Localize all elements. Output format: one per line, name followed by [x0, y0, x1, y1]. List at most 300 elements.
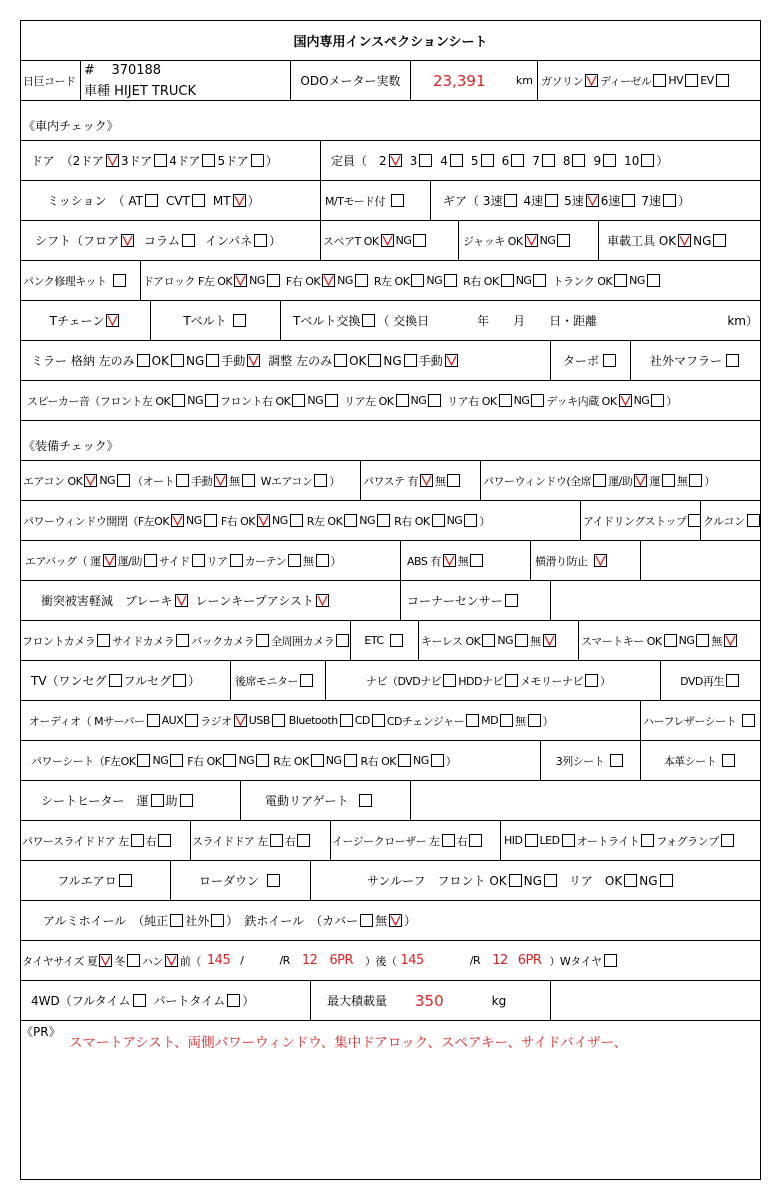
speaker-deck-ng-checkbox[interactable]	[651, 394, 664, 407]
pw-open-rl-ok-checkbox[interactable]	[344, 514, 357, 527]
tire-summer-checkbox[interactable]	[99, 954, 112, 967]
gear-label: ギア（ 3速	[443, 194, 503, 208]
capacity-cell	[321, 141, 760, 180]
mirror-fold-ng-checkbox[interactable]	[206, 354, 219, 367]
powerseat-fr-ng-checkbox[interactable]	[256, 754, 269, 767]
waircon-checkbox[interactable]	[314, 474, 327, 487]
mtmode-cell	[321, 181, 431, 220]
spare-ok-label: スペアT OK	[323, 234, 379, 248]
collision-checkbox[interactable]	[175, 594, 188, 607]
easy-left-checkbox[interactable]	[442, 834, 455, 847]
rearmon-label: 後席モニター	[235, 674, 298, 688]
fourwd-fulltime-checkbox[interactable]	[133, 994, 146, 1007]
spare-ng-label: NG	[395, 234, 412, 247]
capacity-7-label: 7	[532, 153, 540, 168]
shift-close-paren: ）	[269, 234, 282, 248]
tv-row	[21, 661, 760, 701]
powerseat-fr-ng-label: NG	[238, 754, 255, 767]
spare-ok-checkbox[interactable]	[381, 234, 394, 247]
doorlock-rr-label: R右 OK	[463, 274, 499, 288]
audio-usb-checkbox[interactable]	[272, 714, 285, 727]
speaker-fl-label: スピーカー音（フロント左 OK	[27, 394, 171, 408]
audio-row	[21, 701, 760, 741]
capacity-2-checkbox[interactable]	[389, 154, 402, 167]
airbag-close-paren: ）	[330, 554, 342, 568]
maxload-label: 最大積載量	[327, 994, 388, 1008]
speaker-rl-ng-checkbox[interactable]	[428, 394, 441, 407]
alu-aftermarket-label: 社外	[185, 914, 210, 928]
tire-front-r: /R	[279, 954, 290, 967]
alu-genuine-label: アルミホイール （純正	[43, 914, 169, 928]
num-prefix: #	[84, 63, 95, 78]
antiskid-checkbox[interactable]	[594, 554, 607, 567]
smartkey-ok-checkbox[interactable]	[664, 634, 677, 647]
airbag-driver-label: エアバッグ（ 運	[25, 554, 101, 568]
doorlock-rl-ok-checkbox[interactable]	[411, 274, 424, 287]
pw-all-checkbox[interactable]	[593, 474, 606, 487]
heater-driver-checkbox[interactable]	[151, 794, 164, 807]
row3-checkbox[interactable]	[610, 754, 623, 767]
doorlock-fl-ok-checkbox[interactable]	[234, 274, 247, 287]
jack-ng-checkbox[interactable]	[557, 234, 570, 247]
muffler-label: 社外マフラー	[649, 354, 722, 368]
airbag-curtain-checkbox[interactable]	[288, 554, 301, 567]
pw-open-fl-ng-checkbox[interactable]	[204, 514, 217, 527]
speaker-deck-ng-label: NG	[633, 394, 650, 407]
odo-unit: km	[515, 74, 533, 87]
alu-close-paren: ）	[226, 914, 239, 928]
capacity-close-paren: ）	[656, 154, 669, 168]
mirror-fold-checkbox[interactable]	[137, 354, 150, 367]
corner-cell	[401, 581, 551, 620]
powerseat-fr-ok-checkbox[interactable]	[223, 754, 236, 767]
tbelt-swap-checkbox[interactable]	[362, 314, 375, 327]
hid-checkbox[interactable]	[525, 834, 538, 847]
muffler-checkbox[interactable]	[726, 354, 739, 367]
aroundcam-label: 全周囲カメラ	[271, 634, 335, 648]
fourwd-fulltime-label: 4WD（フルタイム	[31, 994, 131, 1008]
doorlock-rr-ng-checkbox[interactable]	[533, 274, 546, 287]
pw-open-cell	[21, 501, 581, 540]
doorlock-fr-ok-checkbox[interactable]	[322, 274, 335, 287]
mission-mt-label: MT	[212, 193, 231, 208]
shift-row	[21, 221, 760, 261]
tire-winter-checkbox[interactable]	[127, 954, 140, 967]
powersteer-yes-checkbox[interactable]	[420, 474, 433, 487]
aircon-manual-checkbox[interactable]	[214, 474, 227, 487]
audio-none-checkbox[interactable]	[528, 714, 541, 727]
title-row	[21, 21, 760, 61]
tire-rear-label: ）後（	[365, 954, 397, 968]
tire-han-label: ハン	[141, 954, 163, 968]
mirror-fold-manual-label: 手動	[221, 354, 246, 368]
lanekeep-checkbox[interactable]	[316, 594, 329, 607]
slidedoor-row	[21, 821, 760, 861]
tire-front-width: 145	[206, 953, 231, 968]
steel-none-label: 無	[375, 914, 388, 928]
powerseat-cell	[21, 741, 541, 780]
audio-aux-checkbox[interactable]	[185, 714, 198, 727]
gear-4-label: 4速	[523, 194, 544, 208]
shift-floor-checkbox[interactable]	[121, 234, 134, 247]
airbag-none-checkbox[interactable]	[316, 554, 329, 567]
powerseat-rl-ok-checkbox[interactable]	[311, 754, 324, 767]
abs-cell	[401, 541, 531, 580]
frontcam-label: フロントカメラ	[22, 634, 96, 648]
doorlock-fr-ng-checkbox[interactable]	[355, 274, 368, 287]
capacity-9-checkbox[interactable]	[603, 154, 616, 167]
mirror-fold-ok-checkbox[interactable]	[171, 354, 184, 367]
pw-open-rl-ng-label: NG	[359, 514, 376, 527]
alu-genuine-checkbox[interactable]	[170, 914, 183, 927]
capacity-5-checkbox[interactable]	[481, 154, 494, 167]
keyless-none-checkbox[interactable]	[543, 634, 556, 647]
doorlock-trunk-ok-checkbox[interactable]	[614, 274, 627, 287]
keyless-ng-checkbox[interactable]	[515, 634, 528, 647]
speaker-fl-ok-checkbox[interactable]	[172, 394, 185, 407]
puncture-checkbox[interactable]	[113, 274, 126, 287]
powerseat-fl-ok-checkbox[interactable]	[137, 754, 150, 767]
lowdown-checkbox[interactable]	[267, 874, 280, 887]
capacity-4-checkbox[interactable]	[450, 154, 463, 167]
pw-open-fr-ng-label: NG	[272, 514, 288, 527]
tbelt-swap-date: （ 交換日 年 月 日・距離	[377, 314, 598, 328]
tchain-cell	[21, 301, 151, 340]
fuel-diesel-checkbox[interactable]	[653, 74, 666, 87]
speaker-rr-ng-label: NG	[513, 394, 530, 407]
mission-at-checkbox[interactable]	[145, 194, 158, 207]
powerseat-fl-ng-label: NG	[152, 754, 169, 767]
powerseat-rr-ok-checkbox[interactable]	[398, 754, 411, 767]
pw-open-fl-ok-checkbox[interactable]	[171, 514, 184, 527]
doorlock-fl-ng-checkbox[interactable]	[267, 274, 280, 287]
dvd-checkbox[interactable]	[726, 674, 739, 687]
aircon-ok-label: エアコン OK	[23, 474, 83, 488]
led-checkbox[interactable]	[562, 834, 575, 847]
tv-cell	[21, 661, 231, 700]
powerseat-rr-ng-checkbox[interactable]	[431, 754, 444, 767]
leather-checkbox[interactable]	[722, 754, 735, 767]
corner-label: コーナーセンサー	[407, 594, 503, 608]
fuel-hv-checkbox[interactable]	[685, 74, 698, 87]
mirror-adjust-label: 調整 左のみ	[268, 354, 333, 368]
foglamp-checkbox[interactable]	[721, 834, 734, 847]
jack-ok-label: ジャッキ OK	[463, 234, 523, 248]
sunroof-rear-ok-checkbox[interactable]	[624, 874, 637, 887]
speaker-cell	[21, 381, 760, 420]
capacity-8-label: 8	[562, 153, 571, 168]
tbelt-checkbox[interactable]	[233, 314, 246, 327]
audio-md-checkbox[interactable]	[500, 714, 513, 727]
timing-row	[21, 301, 760, 341]
aircon-none-checkbox[interactable]	[242, 474, 255, 487]
turbo-checkbox[interactable]	[603, 354, 616, 367]
airbag-side-label: サイド	[158, 554, 190, 568]
abs-none-checkbox[interactable]	[470, 554, 483, 567]
doorlock-fr-ng-label: NG	[337, 274, 353, 287]
capacity-7-checkbox[interactable]	[542, 154, 555, 167]
mission-cvt-checkbox[interactable]	[192, 194, 205, 207]
autolight-label: オートライト	[576, 834, 640, 848]
mirror-adjust-manual-checkbox[interactable]	[445, 354, 458, 367]
sd-right-checkbox[interactable]	[297, 834, 310, 847]
sd-cell	[191, 821, 331, 860]
doorlock-trunk-ng-label: NG	[629, 274, 645, 287]
navi-dvd-checkbox[interactable]	[443, 674, 456, 687]
mirror-adjust-ok-checkbox[interactable]	[368, 354, 381, 367]
capacity-5-label: 5	[470, 153, 479, 168]
odo-label: ODOメーター実数	[291, 61, 411, 100]
tire-han-checkbox[interactable]	[165, 954, 178, 967]
powersteer-cell	[361, 461, 481, 500]
navi-hdd-label: HDDナビ	[458, 674, 503, 688]
smartkey-ng-checkbox[interactable]	[696, 634, 709, 647]
speaker-rl-ng-label: NG	[410, 394, 427, 407]
keyless-cell	[419, 621, 579, 660]
door-4-checkbox[interactable]	[202, 154, 215, 167]
pw-open-rr-ok-checkbox[interactable]	[432, 514, 445, 527]
pw-open-rr-ng-label: NG	[446, 514, 463, 527]
psd-right-checkbox[interactable]	[158, 834, 171, 847]
tv-close-paren: ）	[188, 674, 201, 688]
steel-cover-checkbox[interactable]	[360, 914, 373, 927]
mission-row	[21, 181, 760, 221]
mirror-fold-ok-label: OK	[151, 353, 169, 368]
speaker-deck-ok-checkbox[interactable]	[619, 394, 632, 407]
aircon-ng-label: NG	[99, 474, 116, 487]
tv-oneseg-checkbox[interactable]	[109, 674, 122, 687]
sunroof-rear-ng-checkbox[interactable]	[660, 874, 673, 887]
fuel-ev-checkbox[interactable]	[716, 74, 729, 87]
gear-3-checkbox[interactable]	[504, 194, 517, 207]
tools-ng-label: NG	[693, 233, 712, 248]
equipment-section-title: 《装備チェック》	[23, 439, 119, 453]
etc-label: ETC	[364, 634, 384, 647]
capacity-3-checkbox[interactable]	[419, 154, 432, 167]
speaker-fr-ok-checkbox[interactable]	[292, 394, 305, 407]
powerseat-row	[21, 741, 760, 781]
abs-yes-checkbox[interactable]	[443, 554, 456, 567]
audio-cell	[21, 701, 641, 740]
tire-rear-width: 145	[400, 953, 424, 968]
speaker-rr-ok-checkbox[interactable]	[499, 394, 512, 407]
powersteer-none-checkbox[interactable]	[447, 474, 460, 487]
pw-dp-checkbox[interactable]	[634, 474, 647, 487]
capacity-6-label: 6	[501, 153, 510, 168]
speaker-fl-ng-label: NG	[187, 394, 203, 407]
navi-memory-checkbox[interactable]	[585, 674, 598, 687]
mtmode-label: M/Tモード付	[325, 194, 385, 208]
tchain-checkbox[interactable]	[106, 314, 119, 327]
corner-checkbox[interactable]	[505, 594, 518, 607]
speaker-deck-label: デッキ内蔵 OK	[546, 394, 617, 408]
shift-inpane-label: インパネ	[204, 234, 253, 248]
doorlock-trunk-label: トランク OK	[552, 274, 613, 288]
gear-5-checkbox[interactable]	[586, 194, 599, 207]
fuel-gasoline-checkbox[interactable]	[585, 74, 598, 87]
doorlock-cell	[141, 261, 760, 300]
airbag-curtain-label: カーテン	[244, 554, 287, 568]
airbag-side-checkbox[interactable]	[192, 554, 205, 567]
collision-cell	[21, 581, 401, 620]
keyless-ok-checkbox[interactable]	[482, 634, 495, 647]
halfleather-checkbox[interactable]	[742, 714, 755, 727]
fullaero-label: フルエアロ	[57, 874, 117, 888]
mission-cell	[21, 181, 321, 220]
lowdown-label: ローダウン	[198, 874, 259, 888]
sidecam-label: サイドカメラ	[112, 634, 175, 648]
waircon-label: Wエアコン	[260, 474, 313, 488]
speaker-fr-label: フロント右 OK	[219, 394, 291, 408]
powerseat-rl-ng-checkbox[interactable]	[344, 754, 357, 767]
powersteer-label: パワステ 有	[363, 474, 418, 488]
mirror-adjust-checkbox[interactable]	[334, 354, 347, 367]
autolight-checkbox[interactable]	[641, 834, 654, 847]
heater-driver-label: シートヒーター 運	[41, 794, 149, 808]
aircon-auto-checkbox[interactable]	[176, 474, 189, 487]
easy-right-checkbox[interactable]	[469, 834, 482, 847]
jack-ok-checkbox[interactable]	[525, 234, 538, 247]
speaker-fr-ng-checkbox[interactable]	[325, 394, 338, 407]
capacity-6-checkbox[interactable]	[511, 154, 524, 167]
gear-6-checkbox[interactable]	[622, 194, 635, 207]
capacity-8-checkbox[interactable]	[572, 154, 585, 167]
pw-open-fr-ok-checkbox[interactable]	[257, 514, 270, 527]
safety-row	[21, 581, 760, 621]
fullaero-checkbox[interactable]	[119, 874, 132, 887]
airbag-driver-checkbox[interactable]	[103, 554, 116, 567]
odo-value: 23,391	[433, 71, 486, 90]
pw-open-rl-ng-checkbox[interactable]	[377, 514, 390, 527]
powerseat-fr-label: F右 OK	[187, 754, 222, 768]
powerseat-fl-ng-checkbox[interactable]	[170, 754, 183, 767]
door-5-checkbox[interactable]	[251, 154, 264, 167]
tools-cell	[599, 221, 760, 260]
shift-column-checkbox[interactable]	[182, 234, 195, 247]
audio-none-label: 無	[515, 714, 526, 728]
audio-bt-label: Bluetooth	[288, 714, 338, 727]
powerseat-rl-label: R左 OK	[273, 754, 309, 768]
cruise-checkbox[interactable]	[747, 514, 760, 527]
capacity-10-checkbox[interactable]	[641, 154, 654, 167]
mirror-fold-manual-checkbox[interactable]	[247, 354, 260, 367]
audio-mserver-checkbox[interactable]	[147, 714, 160, 727]
row3-cell	[541, 741, 641, 780]
audio-radio-checkbox[interactable]	[234, 714, 247, 727]
mission-mt-checkbox[interactable]	[233, 194, 246, 207]
fourwd-parttime-checkbox[interactable]	[227, 994, 240, 1007]
leather-label: 本革シート	[663, 754, 717, 768]
shift-inpane-checkbox[interactable]	[254, 234, 267, 247]
navi-dvd-label: ナビ（DVDナビ	[366, 674, 442, 688]
sunroof-front-ng-checkbox[interactable]	[544, 874, 557, 887]
speaker-rr-ng-checkbox[interactable]	[531, 394, 544, 407]
airbag-rear-checkbox[interactable]	[230, 554, 243, 567]
backcam-checkbox[interactable]	[256, 634, 269, 647]
mirror-adjust-ng-checkbox[interactable]	[404, 354, 417, 367]
maxload-unit: kg	[491, 993, 507, 1008]
rearmon-checkbox[interactable]	[300, 674, 313, 687]
pw-open-fl-ng-label: NG	[186, 514, 202, 527]
gear-4-checkbox[interactable]	[545, 194, 558, 207]
idlestop-checkbox[interactable]	[688, 514, 701, 527]
airbag-none-label: 無	[303, 554, 314, 568]
aroundcam-checkbox[interactable]	[336, 634, 349, 647]
door-2-checkbox[interactable]	[106, 154, 119, 167]
fuel-ev-label: EV	[700, 74, 714, 87]
pw-none-label: 無	[676, 474, 688, 488]
wtire-checkbox[interactable]	[604, 954, 617, 967]
sd-left-checkbox[interactable]	[270, 834, 283, 847]
heater-passenger-checkbox[interactable]	[180, 794, 193, 807]
doorlock-rl-ng-checkbox[interactable]	[444, 274, 457, 287]
mirror-adjust-ng-label: NG	[383, 353, 402, 368]
speaker-close-paren: ）	[666, 394, 677, 408]
sunroof-front-ok-checkbox[interactable]	[509, 874, 522, 887]
doorlock-rr-ok-checkbox[interactable]	[501, 274, 514, 287]
easy-right-label: 右	[456, 834, 468, 848]
smartkey-none-checkbox[interactable]	[724, 634, 737, 647]
alu-aftermarket-checkbox[interactable]	[211, 914, 224, 927]
mtmode-checkbox[interactable]	[391, 194, 404, 207]
liftgate-checkbox[interactable]	[359, 794, 372, 807]
sidecam-checkbox[interactable]	[176, 634, 189, 647]
sd-left-label: スライドドア 左	[192, 834, 268, 848]
tchain-label: Tチェーン	[49, 314, 105, 328]
speaker-rl-ok-checkbox[interactable]	[396, 394, 409, 407]
audio-cd-checkbox[interactable]	[372, 714, 385, 727]
gear-7-checkbox[interactable]	[663, 194, 676, 207]
pw-none-checkbox[interactable]	[689, 474, 702, 487]
rearmon-cell	[231, 661, 326, 700]
lights-cell	[501, 821, 760, 860]
airbag-dp-checkbox[interactable]	[144, 554, 157, 567]
easy-left-label: イージークローザー 左	[332, 834, 440, 848]
speaker-fl-ng-checkbox[interactable]	[205, 394, 218, 407]
navi-hdd-checkbox[interactable]	[505, 674, 518, 687]
tools-ok-checkbox[interactable]	[678, 234, 691, 247]
tire-summer-label: タイヤサイズ 夏	[22, 954, 98, 968]
doorlock-trunk-ng-checkbox[interactable]	[647, 274, 660, 287]
aircon-ok-checkbox[interactable]	[84, 474, 97, 487]
spare-ng-checkbox[interactable]	[413, 234, 426, 247]
audio-cdch-checkbox[interactable]	[466, 714, 479, 727]
sunroof-cell	[311, 861, 760, 900]
pw-open-rr-ng-checkbox[interactable]	[464, 514, 477, 527]
pr-title: 《PR》	[21, 1025, 61, 1039]
psd-left-checkbox[interactable]	[131, 834, 144, 847]
audio-mserver-label: オーディオ（ Mサーバー	[29, 714, 145, 728]
num-value: 370188	[111, 63, 162, 78]
tools-ng-checkbox[interactable]	[713, 234, 726, 247]
capacity-10-label: 10	[624, 153, 640, 168]
door-5-label: 5ドア	[217, 154, 249, 168]
doorlock-rl-label: R左 OK	[373, 274, 410, 288]
maxload-cell	[311, 981, 551, 1020]
aircon-ng-checkbox[interactable]	[117, 474, 130, 487]
vehicle-id-cell	[81, 61, 291, 100]
steel-none-checkbox[interactable]	[389, 914, 402, 927]
audio-bt-checkbox[interactable]	[340, 714, 353, 727]
tire-front-slash: /	[240, 954, 244, 967]
tv-fullseg-checkbox[interactable]	[173, 674, 186, 687]
etc-checkbox[interactable]	[390, 634, 403, 647]
door-capacity-row	[21, 141, 760, 181]
frontcam-checkbox[interactable]	[97, 634, 110, 647]
pw-driver-checkbox[interactable]	[662, 474, 675, 487]
door-3-checkbox[interactable]	[154, 154, 167, 167]
pw-open-fr-ng-checkbox[interactable]	[290, 514, 303, 527]
